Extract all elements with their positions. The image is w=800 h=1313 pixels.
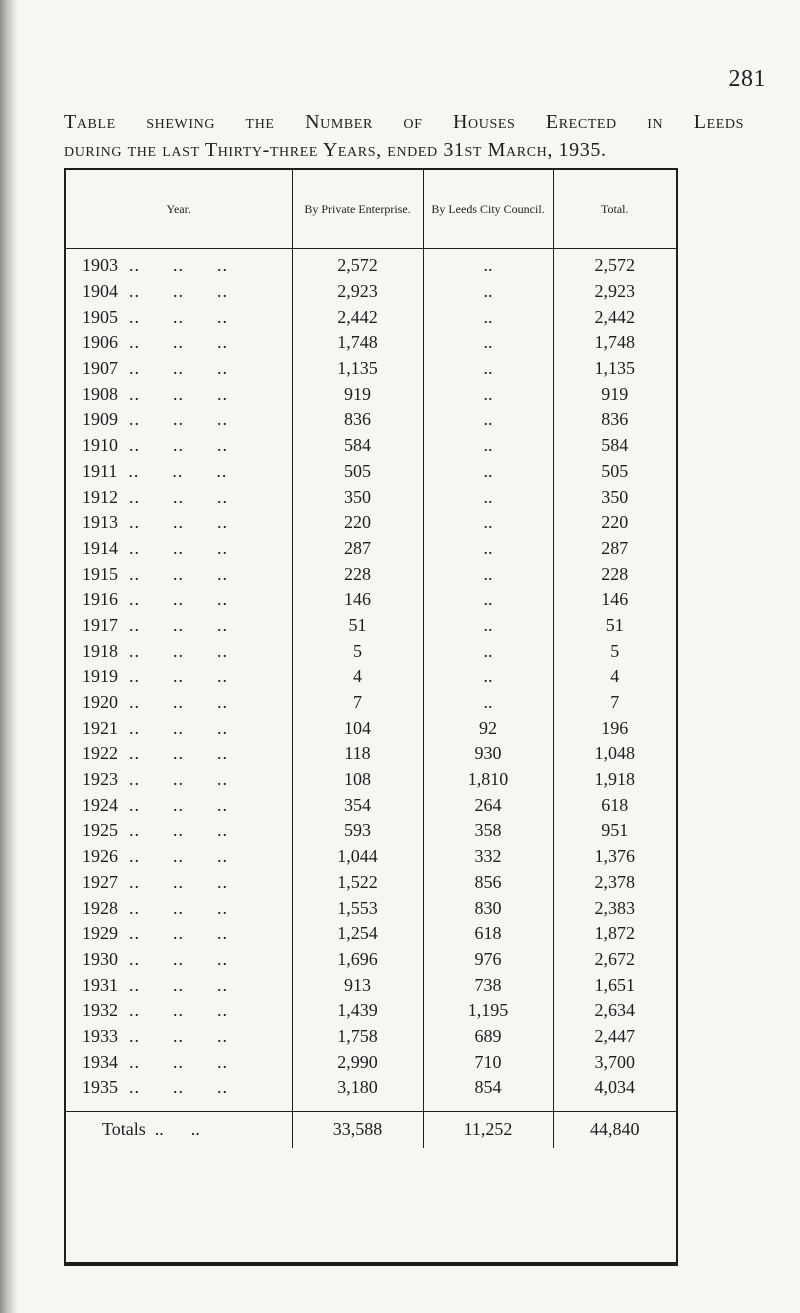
row-total-value: 4,034 — [553, 1075, 676, 1101]
row-private-value: 1,553 — [292, 895, 423, 921]
row-total-value: 4 — [553, 664, 676, 690]
row-council-value: 689 — [423, 1024, 553, 1050]
row-year-cell — [66, 249, 292, 279]
row-total-value: 505 — [553, 459, 676, 485]
row-council-value: .. — [423, 690, 553, 716]
row-council-value: 710 — [423, 1049, 553, 1075]
row-year-cell — [66, 433, 292, 459]
scanned-page-edge — [0, 0, 18, 1313]
row-year: 1935 — [82, 1077, 118, 1098]
row-year-cell — [66, 638, 292, 664]
row-total-value: 196 — [553, 715, 676, 741]
row-private-value: 919 — [292, 381, 423, 407]
row-year-cell — [66, 741, 292, 767]
leader-dots: .. .. .. — [118, 743, 228, 764]
row-year-cell — [66, 1075, 292, 1101]
row-year-cell — [66, 561, 292, 587]
row-council-value: 930 — [423, 741, 553, 767]
row-total-value: 7 — [553, 690, 676, 716]
row-council-value: 618 — [423, 921, 553, 947]
row-private-value: 505 — [292, 459, 423, 485]
row-year: 1924 — [82, 794, 118, 815]
row-private-value: 913 — [292, 972, 423, 998]
table-header-row — [66, 170, 676, 249]
row-year: 1930 — [82, 948, 118, 969]
row-private-value: 3,180 — [292, 1075, 423, 1101]
row-year: 1906 — [82, 332, 118, 353]
row-total-value: 2,378 — [553, 870, 676, 896]
totals-label: Totals .. .. — [66, 1111, 292, 1148]
row-year: 1905 — [82, 306, 118, 327]
table-row — [66, 972, 676, 998]
table-row — [66, 1075, 676, 1101]
row-council-value: .. — [423, 356, 553, 382]
header-year: Year. — [66, 170, 292, 249]
table-row — [66, 767, 676, 793]
row-total-value: 584 — [553, 433, 676, 459]
row-council-value: .. — [423, 587, 553, 613]
leader-dots: .. .. .. — [118, 563, 228, 584]
leader-dots: .. .. .. — [118, 1025, 228, 1046]
spacer-row — [66, 1101, 676, 1112]
row-year-cell — [66, 818, 292, 844]
row-total-value: 2,923 — [553, 279, 676, 305]
row-total-value: 1,135 — [553, 356, 676, 382]
row-private-value: 104 — [292, 715, 423, 741]
table-row — [66, 715, 676, 741]
row-private-value: 5 — [292, 638, 423, 664]
row-year-cell — [66, 664, 292, 690]
row-council-value: .. — [423, 561, 553, 587]
row-council-value: .. — [423, 304, 553, 330]
table-row — [66, 407, 676, 433]
leader-dots: .. .. .. — [118, 1077, 228, 1098]
row-total-value: 350 — [553, 484, 676, 510]
row-private-value: 2,572 — [292, 249, 423, 279]
row-year: 1911 — [82, 460, 118, 481]
row-year-cell — [66, 921, 292, 947]
row-council-value: 332 — [423, 844, 553, 870]
leader-dots: .. .. .. — [118, 435, 228, 456]
table-row — [66, 587, 676, 613]
houses-table-frame — [64, 168, 678, 1266]
row-year: 1915 — [82, 563, 118, 584]
leader-dots: .. .. .. — [118, 409, 228, 430]
row-private-value: 593 — [292, 818, 423, 844]
row-year: 1903 — [82, 255, 118, 276]
page-number: 281 — [728, 66, 766, 92]
row-year-cell — [66, 587, 292, 613]
row-council-value: .. — [423, 279, 553, 305]
row-private-value: 1,748 — [292, 330, 423, 356]
row-council-value: .. — [423, 330, 553, 356]
row-private-value: 1,044 — [292, 844, 423, 870]
row-council-value: 856 — [423, 870, 553, 896]
row-year-cell — [66, 613, 292, 639]
totals-private: 33,588 — [292, 1111, 423, 1148]
row-year: 1910 — [82, 435, 118, 456]
row-private-value: 1,696 — [292, 947, 423, 973]
table-row — [66, 818, 676, 844]
row-year: 1922 — [82, 743, 118, 764]
row-total-value: 3,700 — [553, 1049, 676, 1075]
row-total-value: 1,872 — [553, 921, 676, 947]
caption-line-2: during the last Thirty-three Years, ended 31st March, 1935. — [64, 139, 607, 161]
row-year-cell — [66, 330, 292, 356]
row-year: 1917 — [82, 614, 118, 635]
leader-dots: .. .. .. — [118, 614, 228, 635]
row-private-value: 1,758 — [292, 1024, 423, 1050]
row-total-value: 2,447 — [553, 1024, 676, 1050]
row-year-cell — [66, 715, 292, 741]
table-row — [66, 484, 676, 510]
row-private-value: 354 — [292, 792, 423, 818]
row-council-value: .. — [423, 536, 553, 562]
leader-dots: .. .. .. — [118, 512, 228, 533]
row-year: 1918 — [82, 640, 118, 661]
table-row — [66, 459, 676, 485]
row-council-value: 738 — [423, 972, 553, 998]
row-private-value: 220 — [292, 510, 423, 536]
table-row — [66, 561, 676, 587]
row-council-value: 854 — [423, 1075, 553, 1101]
row-year: 1920 — [82, 692, 118, 713]
leader-dots: .. .. .. — [118, 1000, 228, 1021]
header-total: Total. — [553, 170, 676, 249]
row-private-value: 7 — [292, 690, 423, 716]
table-row — [66, 664, 676, 690]
row-total-value: 2,634 — [553, 998, 676, 1024]
table-caption — [64, 108, 744, 164]
leader-dots: .. .. .. — [118, 332, 228, 353]
totals-council: 11,252 — [423, 1111, 553, 1148]
row-private-value: 836 — [292, 407, 423, 433]
row-total-value: 2,442 — [553, 304, 676, 330]
row-total-value: 1,048 — [553, 741, 676, 767]
row-council-value: 358 — [423, 818, 553, 844]
table-row — [66, 304, 676, 330]
row-total-value: 1,918 — [553, 767, 676, 793]
row-year-cell — [66, 510, 292, 536]
row-council-value: .. — [423, 638, 553, 664]
row-private-value: 287 — [292, 536, 423, 562]
row-total-value: 220 — [553, 510, 676, 536]
row-total-value: 1,376 — [553, 844, 676, 870]
table-row — [66, 792, 676, 818]
leader-dots: .. .. .. — [118, 255, 228, 276]
leader-dots: .. .. .. — [118, 537, 228, 558]
table-row — [66, 433, 676, 459]
row-year: 1909 — [82, 409, 118, 430]
row-year-cell — [66, 1049, 292, 1075]
table-row — [66, 1049, 676, 1075]
row-private-value: 4 — [292, 664, 423, 690]
row-council-value: 264 — [423, 792, 553, 818]
table-row — [66, 356, 676, 382]
leader-dots: .. .. .. — [118, 769, 228, 790]
row-year-cell — [66, 870, 292, 896]
row-council-value: .. — [423, 510, 553, 536]
row-private-value: 1,254 — [292, 921, 423, 947]
header-city-council: By Leeds City Council. — [423, 170, 553, 249]
row-total-value: 1,651 — [553, 972, 676, 998]
row-private-value: 146 — [292, 587, 423, 613]
row-total-value: 2,672 — [553, 947, 676, 973]
leader-dots: .. .. .. — [118, 820, 228, 841]
row-year-cell — [66, 484, 292, 510]
row-year: 1912 — [82, 486, 118, 507]
row-council-value: 1,195 — [423, 998, 553, 1024]
row-year-cell — [66, 998, 292, 1024]
row-private-value: 350 — [292, 484, 423, 510]
table-row — [66, 279, 676, 305]
table-row — [66, 249, 676, 279]
row-year-cell — [66, 895, 292, 921]
row-council-value: .. — [423, 613, 553, 639]
row-council-value: 1,810 — [423, 767, 553, 793]
row-year: 1928 — [82, 897, 118, 918]
leader-dots: .. .. .. — [118, 666, 228, 687]
row-private-value: 108 — [292, 767, 423, 793]
table-row — [66, 1024, 676, 1050]
row-year: 1927 — [82, 871, 118, 892]
row-year: 1933 — [82, 1025, 118, 1046]
row-private-value: 118 — [292, 741, 423, 767]
row-year: 1907 — [82, 358, 118, 379]
row-council-value: 92 — [423, 715, 553, 741]
row-private-value: 1,135 — [292, 356, 423, 382]
row-total-value: 951 — [553, 818, 676, 844]
row-private-value: 2,442 — [292, 304, 423, 330]
row-total-value: 919 — [553, 381, 676, 407]
row-private-value: 1,439 — [292, 998, 423, 1024]
leader-dots: .. .. .. — [118, 589, 228, 610]
row-year: 1931 — [82, 974, 118, 995]
row-year-cell — [66, 536, 292, 562]
row-year-cell — [66, 356, 292, 382]
leader-dots: .. .. .. — [118, 383, 228, 404]
row-year: 1913 — [82, 512, 118, 533]
table-row — [66, 895, 676, 921]
row-year: 1925 — [82, 820, 118, 841]
table-body — [66, 249, 676, 1101]
row-total-value: 836 — [553, 407, 676, 433]
row-council-value: .. — [423, 249, 553, 279]
row-council-value: .. — [423, 381, 553, 407]
row-council-value: .. — [423, 664, 553, 690]
leader-dots: .. .. .. — [118, 281, 228, 302]
row-year: 1921 — [82, 717, 118, 738]
row-total-value: 5 — [553, 638, 676, 664]
row-council-value: 976 — [423, 947, 553, 973]
leader-dots: .. .. .. — [118, 948, 228, 969]
row-year-cell — [66, 304, 292, 330]
table-row — [66, 947, 676, 973]
leader-dots: .. .. .. — [118, 871, 228, 892]
totals-total: 44,840 — [553, 1111, 676, 1148]
row-total-value: 618 — [553, 792, 676, 818]
leader-dots: .. .. .. — [118, 358, 228, 379]
row-year-cell — [66, 792, 292, 818]
totals-row — [66, 1111, 676, 1148]
row-year-cell — [66, 690, 292, 716]
row-council-value: .. — [423, 433, 553, 459]
table-row — [66, 921, 676, 947]
leader-dots: .. .. .. — [118, 486, 228, 507]
row-year-cell — [66, 279, 292, 305]
row-council-value: .. — [423, 459, 553, 485]
row-year: 1916 — [82, 589, 118, 610]
caption-line-1: Table shewing the Number of Houses Erected in Leeds — [64, 111, 744, 133]
header-private-enterprise: By Private Enterprise. — [292, 170, 423, 249]
leader-dots: .. .. .. — [118, 923, 228, 944]
leader-dots: .. .. .. — [118, 306, 228, 327]
row-year-cell — [66, 972, 292, 998]
leader-dots: .. .. .. — [118, 640, 228, 661]
row-year-cell — [66, 459, 292, 485]
row-year-cell — [66, 1024, 292, 1050]
row-total-value: 51 — [553, 613, 676, 639]
row-private-value: 228 — [292, 561, 423, 587]
row-year: 1926 — [82, 846, 118, 867]
row-total-value: 228 — [553, 561, 676, 587]
row-total-value: 146 — [553, 587, 676, 613]
row-year-cell — [66, 844, 292, 870]
leader-dots: .. .. .. — [118, 794, 228, 815]
table-row — [66, 381, 676, 407]
table-row — [66, 998, 676, 1024]
row-year: 1919 — [82, 666, 118, 687]
row-total-value: 2,572 — [553, 249, 676, 279]
leader-dots: .. .. .. — [118, 846, 228, 867]
row-council-value: .. — [423, 484, 553, 510]
row-year: 1932 — [82, 1000, 118, 1021]
row-total-value: 2,383 — [553, 895, 676, 921]
table-row — [66, 510, 676, 536]
table-row — [66, 870, 676, 896]
row-private-value: 1,522 — [292, 870, 423, 896]
table-row — [66, 690, 676, 716]
leader-dots: .. .. .. — [117, 460, 228, 481]
row-private-value: 2,990 — [292, 1049, 423, 1075]
table-row — [66, 741, 676, 767]
row-year: 1934 — [82, 1051, 118, 1072]
row-year-cell — [66, 947, 292, 973]
leader-dots: .. .. .. — [118, 1051, 228, 1072]
row-total-value: 287 — [553, 536, 676, 562]
row-year: 1923 — [82, 769, 118, 790]
row-private-value: 51 — [292, 613, 423, 639]
leader-dots: .. .. .. — [118, 692, 228, 713]
row-year: 1929 — [82, 923, 118, 944]
row-council-value: .. — [423, 407, 553, 433]
table-row — [66, 536, 676, 562]
row-total-value: 1,748 — [553, 330, 676, 356]
row-year: 1914 — [82, 537, 118, 558]
table-row — [66, 638, 676, 664]
table-row — [66, 330, 676, 356]
row-private-value: 2,923 — [292, 279, 423, 305]
houses-erected-table — [66, 170, 676, 1148]
row-year-cell — [66, 407, 292, 433]
row-year: 1908 — [82, 383, 118, 404]
row-year-cell — [66, 381, 292, 407]
leader-dots: .. .. .. — [118, 897, 228, 918]
row-private-value: 584 — [292, 433, 423, 459]
table-row — [66, 613, 676, 639]
leader-dots: .. .. .. — [118, 974, 228, 995]
row-year: 1904 — [82, 281, 118, 302]
leader-dots: .. .. .. — [118, 717, 228, 738]
row-year-cell — [66, 767, 292, 793]
table-row — [66, 844, 676, 870]
row-council-value: 830 — [423, 895, 553, 921]
